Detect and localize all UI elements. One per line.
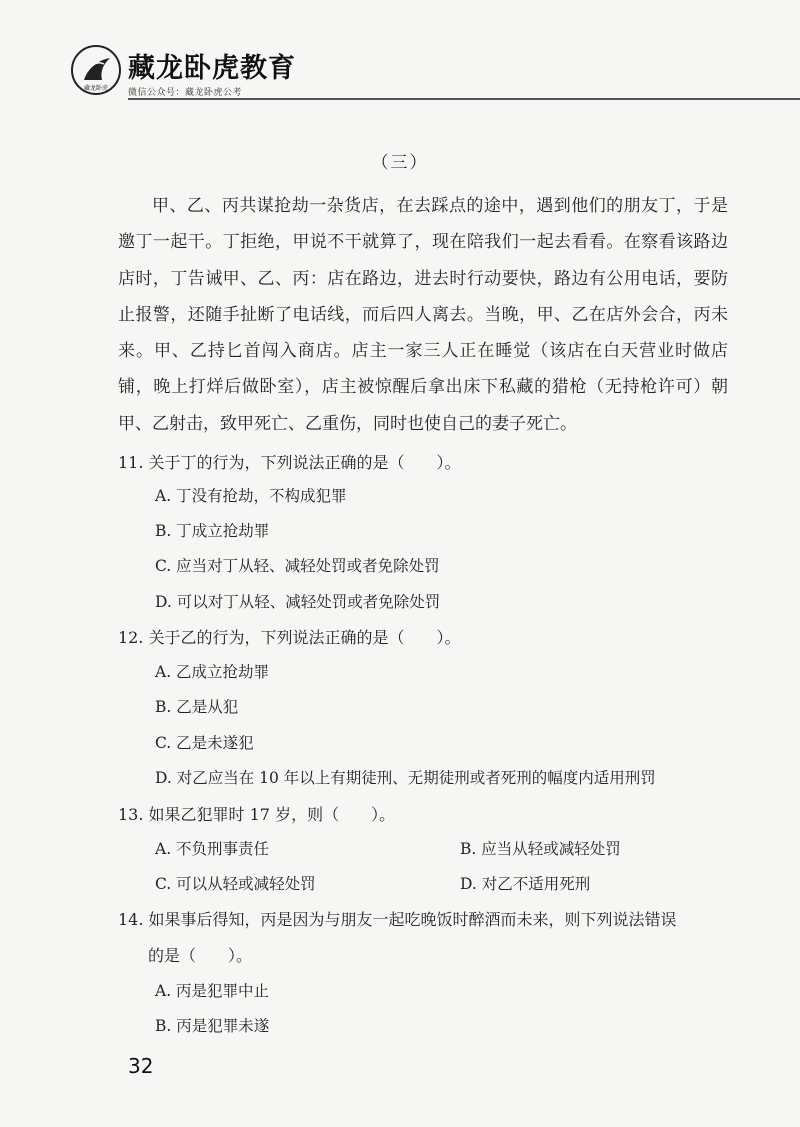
question-12-stem: 12. 关于乙的行为，下列说法正确的是（ ）。 <box>118 628 461 647</box>
header-divider <box>128 98 800 100</box>
question-14-stem: 14. 如果事后得知，丙是因为与朋友一起吃晚饭时醉酒而未来，则下列说法错误 <box>118 910 677 929</box>
logo-label: 藏龙卧虎 <box>83 85 109 92</box>
q13-option-c: C. 可以从轻或减轻处罚 <box>155 875 316 893</box>
question-11-stem: 11. 关于丁的行为，下列说法正确的是（ ）。 <box>118 453 461 472</box>
q11-option-a: A. 丁没有抢劫，不构成犯罪 <box>155 487 347 505</box>
q11-option-b: B. 丁成立抢劫罪 <box>155 522 270 540</box>
q13-option-b: B. 应当从轻或减轻处罚 <box>460 840 621 858</box>
brand-title: 藏龙卧虎教育 <box>128 53 296 84</box>
page-number: 32 <box>128 1054 154 1078</box>
q11-option-d: D. 可以对丁从轻、减轻处罚或者免除处罚 <box>155 593 441 611</box>
case-passage: 甲、乙、丙共谋抢劫一杂货店，在去踩点的途中，遇到他们的朋友丁，于是邀丁一起干。丁拒绝，甲说不干就算了，现在陪我们一起去看看。在察看该路边店时，丁告诫甲、乙、丙：店在路边，进去时行动要快，路边有公用电话，要防止报警，还随手扯断了电话线，而后四人离去。当晚，甲、乙在店外会合，丙未来。甲、乙持匕首闯入商店。店主一家三人正在睡觉（该店在白天营业时做店铺，晚上打烊后做卧室），店主被惊醒后拿出床下私藏的猎枪（无持枪许可）朝甲、乙射击，致甲死亡、乙重伤，同时也使自己的妻子死亡。 <box>118 196 728 434</box>
section-title: （三） <box>371 153 429 173</box>
q12-option-c: C. 乙是未遂犯 <box>155 734 254 752</box>
q13-option-a: A. 不负刑事责任 <box>155 840 270 858</box>
q12-option-b: B. 乙是从犯 <box>155 698 239 716</box>
page-header <box>0 0 800 112</box>
brand-subtitle: 微信公众号：藏龙卧虎公考 <box>128 88 243 98</box>
q14-option-a: A. 丙是犯罪中止 <box>155 982 270 1000</box>
question-13-stem: 13. 如果乙犯罪时 17 岁，则（ ）。 <box>118 805 396 824</box>
q14-option-b: B. 丙是犯罪未遂 <box>155 1017 270 1035</box>
q12-option-a: A. 乙成立抢劫罪 <box>155 663 270 681</box>
q11-option-c: C. 应当对丁从轻、减轻处罚或者免除处罚 <box>155 557 440 575</box>
q13-option-d: D. 对乙不适用死刑 <box>460 875 591 893</box>
q12-option-d: D. 对乙应当在 10 年以上有期徒刑、无期徒刑或者死刑的幅度内适用刑罚 <box>155 769 656 787</box>
tiger-dragon-logo-icon <box>70 44 122 96</box>
question-14-stem-cont: 的是（ ）。 <box>148 946 253 965</box>
